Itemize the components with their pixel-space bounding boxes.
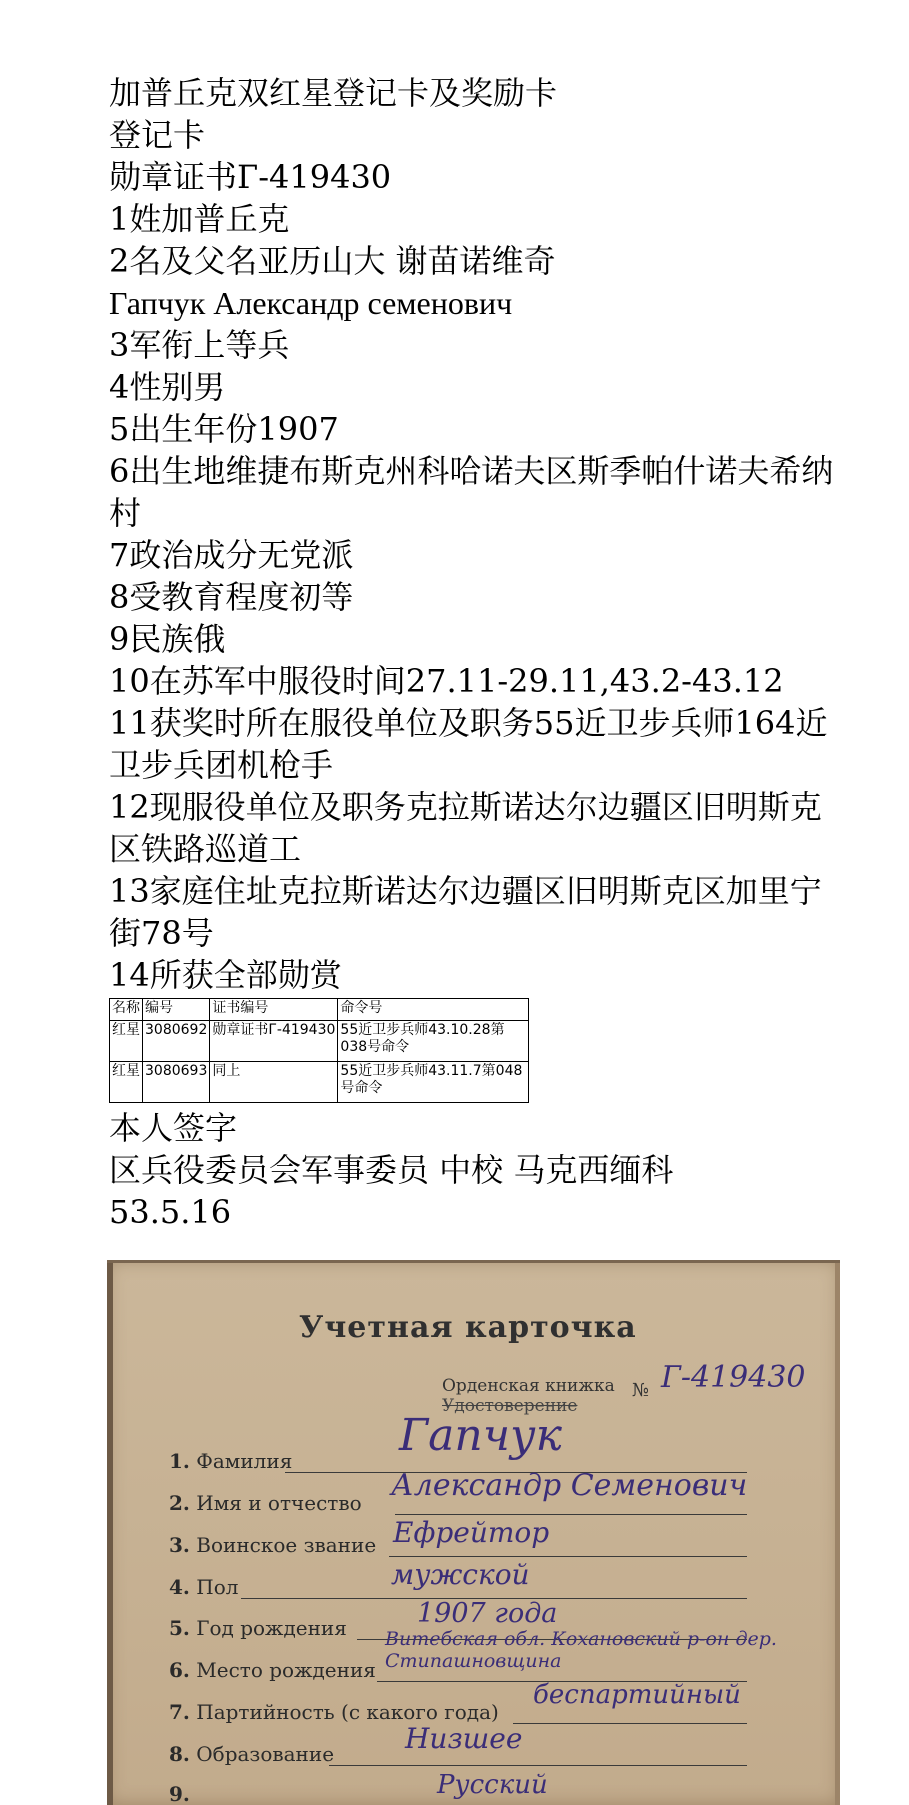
card-number-handwritten: Г-419430 bbox=[661, 1360, 806, 1395]
field-surname: 1姓加普丘克 bbox=[109, 200, 290, 238]
field-service-period: 10在苏军中服役时间27.11-29.11,43.2-43.12 bbox=[109, 662, 784, 700]
card-field-value: Витебская обл. Кохановский р-он дер. Стипашновщина bbox=[385, 1628, 777, 1672]
card-field-value: беспартийный bbox=[533, 1680, 741, 1710]
card-field-label: 7. Партийность (с какого года) bbox=[169, 1700, 499, 1724]
field-name-russian: Гапчук Александр семенович bbox=[109, 285, 513, 321]
card-edge bbox=[107, 1260, 113, 1805]
date-line: 53.5.16 bbox=[109, 1193, 232, 1231]
awards-header-cell: 命令号 bbox=[338, 999, 529, 1021]
awards-header-row bbox=[110, 999, 529, 1021]
card-field-value: мужской bbox=[391, 1558, 530, 1591]
commissar-line: 区兵役委员会军事委员 中校 马克西缅科 bbox=[109, 1151, 674, 1189]
card-number-prefix: № bbox=[632, 1380, 650, 1401]
award-certificate-cell: 同上 bbox=[210, 1062, 338, 1103]
card-field-value: Русский bbox=[437, 1770, 548, 1800]
awards-header-cell: 名称 bbox=[110, 999, 143, 1021]
card-booklet-label: Орденская книжка bbox=[442, 1376, 615, 1396]
field-awards-heading: 14所获全部勋赏 bbox=[109, 956, 342, 994]
card-field-line bbox=[513, 1723, 747, 1724]
field-education: 8受教育程度初等 bbox=[109, 578, 354, 616]
field-party: 7政治成分无党派 bbox=[109, 536, 354, 574]
card-title: Учетная карточка bbox=[299, 1310, 637, 1345]
translation-text bbox=[109, 72, 849, 1233]
award-number-cell: 3080693 bbox=[143, 1062, 210, 1103]
field-address: 13家庭住址克拉斯诺达尔边疆区旧明斯克区加里宁街78号 bbox=[109, 872, 822, 952]
field-name-patronymic: 2名及父名亚历山大 谢苗诺维奇 bbox=[109, 242, 556, 280]
table-row bbox=[110, 1062, 529, 1103]
card-field-value: Александр Семенович bbox=[391, 1468, 748, 1503]
award-certificate-cell: 勋章证书Г-419430 bbox=[210, 1021, 338, 1062]
award-name-cell: 红星 bbox=[110, 1021, 143, 1062]
card-field-line bbox=[395, 1514, 747, 1515]
certificate-line: 勋章证书Г-419430 bbox=[109, 158, 392, 196]
card-field-value: Низшее bbox=[405, 1722, 523, 1755]
card-field-line bbox=[389, 1556, 747, 1557]
card-edge bbox=[835, 1260, 840, 1805]
doc-title: 加普丘克双红星登记卡及奖励卡 bbox=[109, 74, 558, 112]
award-number-cell: 3080692 bbox=[143, 1021, 210, 1062]
awards-header-cell: 证书编号 bbox=[210, 999, 338, 1021]
card-field-label: 1. Фамилия bbox=[169, 1449, 293, 1473]
signature-line: 本人签字 bbox=[109, 1109, 238, 1147]
field-birth-year: 5出生年份1907 bbox=[109, 410, 339, 448]
award-order-cell: 55近卫步兵师43.11.7第048号命令 bbox=[338, 1062, 529, 1103]
field-rank: 3军衔上等兵 bbox=[109, 326, 290, 364]
card-field-value: 1907 года bbox=[417, 1598, 558, 1629]
card-field-label: 2. Имя и отчество bbox=[169, 1491, 362, 1515]
field-birthplace: 6出生地维捷布斯克州科哈诺夫区斯季帕什诺夫希纳村 bbox=[109, 452, 834, 532]
card-surname-handwritten: Гапчук bbox=[399, 1410, 562, 1461]
card-field-label: 6. Место рождения bbox=[169, 1658, 376, 1682]
card-certificate-label: Удостоверение bbox=[442, 1396, 578, 1416]
table-row bbox=[110, 1021, 529, 1062]
card-field-label: 4. Пол bbox=[169, 1575, 239, 1599]
card-field-label: 8. Образование bbox=[169, 1742, 335, 1766]
card-field-label: 5. Год рождения bbox=[169, 1616, 347, 1640]
doc-subtitle: 登记卡 bbox=[109, 116, 206, 154]
field-current-job: 12现服役单位及职务克拉斯诺达尔边疆区旧明斯克区铁路巡道工 bbox=[109, 788, 822, 868]
award-name-cell: 红星 bbox=[110, 1062, 143, 1103]
card-edge bbox=[107, 1260, 840, 1263]
card-field-label: 3. Воинское звание bbox=[169, 1533, 377, 1557]
card-field-value: Ефрейтор bbox=[393, 1516, 550, 1549]
awards-table bbox=[109, 998, 529, 1103]
card-photo bbox=[107, 1260, 840, 1805]
field-nationality: 9民族俄 bbox=[109, 620, 226, 658]
award-order-cell: 55近卫步兵师43.10.28第038号命令 bbox=[338, 1021, 529, 1062]
field-sex: 4性别男 bbox=[109, 368, 226, 406]
card-field-line bbox=[329, 1765, 747, 1766]
field-unit-at-award: 11获奖时所在服役单位及职务55近卫步兵师164近卫步兵团机枪手 bbox=[109, 704, 828, 784]
awards-header-cell: 编号 bbox=[143, 999, 210, 1021]
card-field-label: 9. bbox=[169, 1782, 190, 1805]
